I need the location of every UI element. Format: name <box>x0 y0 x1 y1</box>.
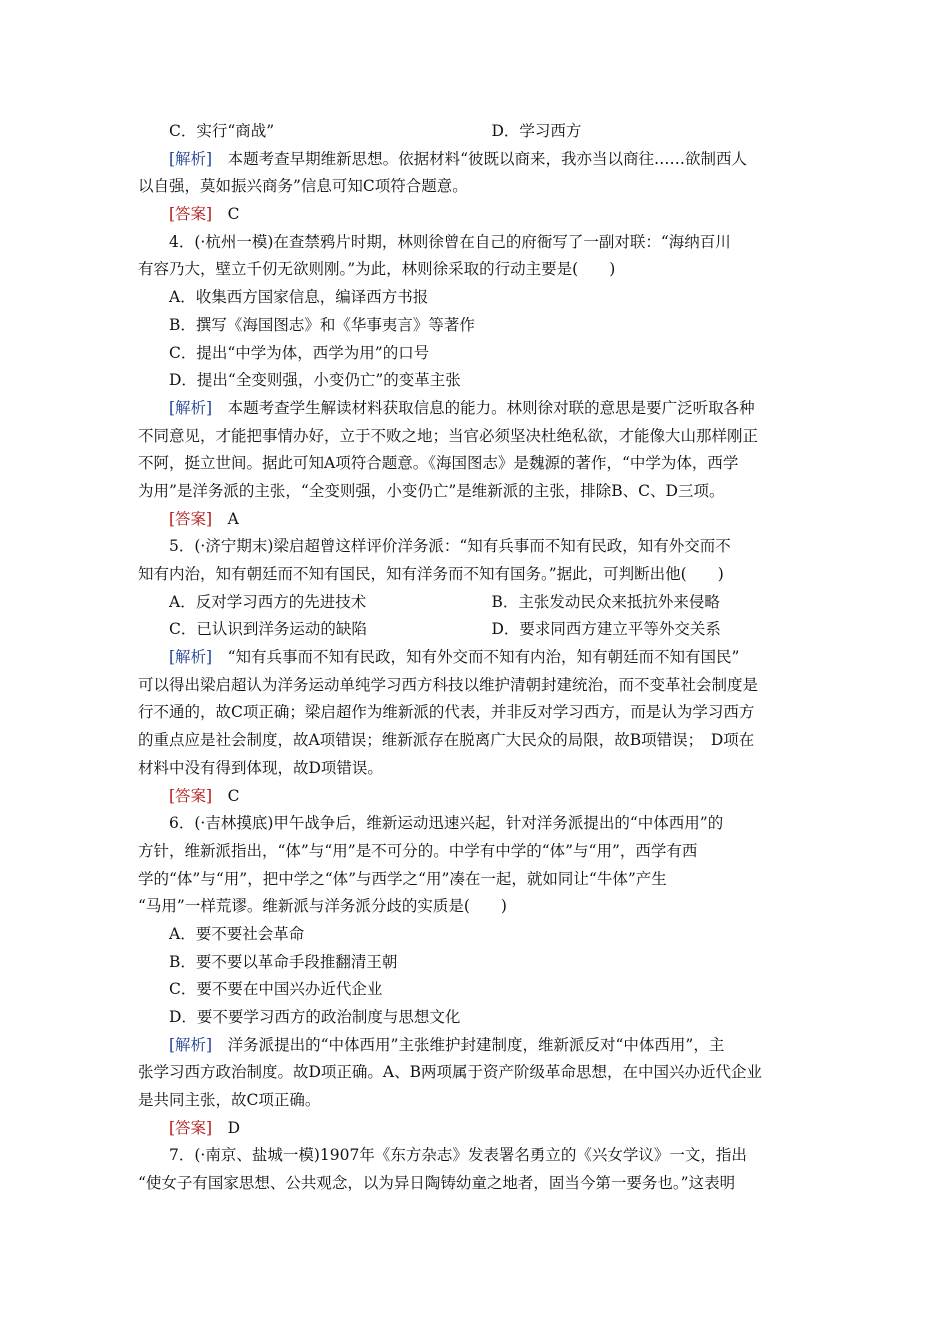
q3-answer <box>138 201 814 229</box>
q4-stem-line-2: 有容乃大，壁立千仞无欲则刚。”为此，林则徐采取的行动主要是( ) <box>138 260 616 279</box>
q5-analysis-line-4: 的重点应是社会制度，故A项错误；维新派存在脱离广大民众的局限，故B项错误； D项在 <box>138 731 755 750</box>
q5-stem-line-2: 知有内治，知有朝廷而不知有国民，知有洋务而不知有国务。”据此，可判断出他( ) <box>138 565 724 583</box>
analysis-tag: [解析] <box>169 149 213 168</box>
q5-options-row-1 <box>138 589 814 617</box>
q5-analysis-line-1: [解析] “知有兵事而不知有民政，知有外交而不知有内治，知有朝廷而不知有国民” <box>169 648 740 667</box>
q4-analysis-line-3: 不阿，挺立世间。据此可知A项符合题意。《海国图志》是魏源的著作，“中学为体，西学 <box>138 454 739 473</box>
answer-value: D <box>227 1118 241 1137</box>
analysis-tag: [解析] <box>169 1035 213 1054</box>
q6-option-b: B．要不要以革命手段推翻清王朝 <box>169 952 398 971</box>
q3-option-c: C．实行“商战” <box>169 122 275 140</box>
q6-analysis-line-2: 张学习西方政治制度。故D项正确。A、B两项属于资产阶级革命思想，在中国兴办近代企业 <box>138 1063 763 1082</box>
q7-stem-line-1: 7．(·南京、盐城一模)1907年《东方杂志》发表署名勇立的《兴女学议》一文，指出 <box>169 1146 747 1165</box>
q5-analysis-line-5: 材料中没有得到体现，故D项错误。 <box>138 758 383 777</box>
q6-option-c: C．要不要在中国兴办近代企业 <box>169 980 383 999</box>
q5-option-c: C．已认识到洋务运动的缺陷 <box>169 620 367 639</box>
q4-answer <box>138 506 814 534</box>
q5-option-d: D．要求同西方建立平等外交关系 <box>491 620 721 639</box>
q5-stem-line-1: 5．(·济宁期末)梁启超曾这样评价洋务派：“知有兵事而不知有民政，知有外交而不 <box>169 537 731 556</box>
q6-stem-line-3: 学的“体”与“用”，把中学之“体”与西学之“用”凑在一起，就如同让“牛体”产生 <box>138 869 667 888</box>
q4-analysis-line-2: 不同意见，才能把事情办好，立于不败之地；当官必须坚决杜绝私欲，才能像大山那样刚正 <box>138 426 759 445</box>
q4-stem-line-1: 4．(·杭州一模)在查禁鸦片时期，林则徐曾在自己的府衙写了一副对联：“海纳百川 <box>169 232 731 251</box>
q6-analysis-line-3: 是共同主张，故C项正确。 <box>138 1091 321 1110</box>
analysis-tag: [解析] <box>169 398 213 417</box>
q3-analysis-line-2: 以自强，莫如振兴商务”信息可知C项符合题意。 <box>138 177 468 196</box>
q5-option-a: A．反对学习西方的先进技术 <box>169 592 367 611</box>
q3-options-row <box>138 118 814 146</box>
q4-analysis-line-4: 为用”是洋务派的主张，“全变则强，小变仍亡”是维新派的主张，排除B、C、D三项。 <box>138 481 725 500</box>
answer-tag: [答案] <box>169 509 213 528</box>
answer-tag: [答案] <box>169 205 213 224</box>
answer-tag: [答案] <box>169 1118 213 1137</box>
q5-analysis-line-2: 可以得出梁启超认为洋务运动单纯学习西方科技以维护清朝封建统治，而不变革社会制度是 <box>138 675 759 694</box>
q3-analysis-line-1: [解析] 本题考查早期维新思想。依据材料“彼既以商来，我亦当以商往……欲制西人 <box>169 149 748 168</box>
q6-stem-line-4: “马用”一样荒谬。维新派与洋务派分歧的实质是( ) <box>138 897 507 916</box>
q5-analysis-line-3: 行不通的，故C项正确；梁启超作为维新派的代表，并非反对学习西方，而是认为学习西方 <box>138 703 755 722</box>
answer-tag: [答案] <box>169 786 213 805</box>
document-body <box>138 118 814 1198</box>
q4-option-b: B．撰写《海国图志》和《华事夷言》等著作 <box>169 315 475 334</box>
q5-answer <box>138 783 814 811</box>
q3-option-d: D．学习西方 <box>491 122 582 140</box>
answer-value: A <box>227 509 239 528</box>
q6-analysis-line-1: [解析] 洋务派提出的“中体西用”主张维护封建制度，维新派反对“中体西用”，主 <box>169 1035 725 1054</box>
q4-option-c: C．提出“中学为体，西学为用”的口号 <box>169 343 430 362</box>
q5-option-b: B．主张发动民众来抵抗外来侵略 <box>491 592 720 611</box>
answer-value: C <box>227 786 240 805</box>
q6-answer <box>138 1115 814 1143</box>
answer-value: C <box>227 205 240 224</box>
q6-stem-line-1: 6．(·吉林摸底)甲午战争后，维新运动迅速兴起，针对洋务派提出的“中体西用”的 <box>169 814 724 833</box>
analysis-tag: [解析] <box>169 648 213 667</box>
q4-option-d: D．提出“全变则强，小变仍亡”的变革主张 <box>169 371 461 390</box>
q4-option-a: A．收集西方国家信息，编译西方书报 <box>169 288 429 307</box>
q4-analysis-line-1: [解析] 本题考查学生解读材料获取信息的能力。林则徐对联的意思是要广泛听取各种 <box>169 398 755 417</box>
q6-stem-line-2: 方针，维新派指出，“体”与“用”是不可分的。中学有中学的“体”与“用”，西学有西 <box>138 841 698 860</box>
q6-option-a: A．要不要社会革命 <box>169 924 305 943</box>
q5-options-row-2 <box>138 616 814 644</box>
q7-stem-line-2: “使女子有国家思想、公共观念，以为异日陶铸幼童之地者，固当今第一要务也。”这表明 <box>138 1174 736 1193</box>
q6-option-d: D．要不要学习西方的政治制度与思想文化 <box>169 1008 461 1026</box>
